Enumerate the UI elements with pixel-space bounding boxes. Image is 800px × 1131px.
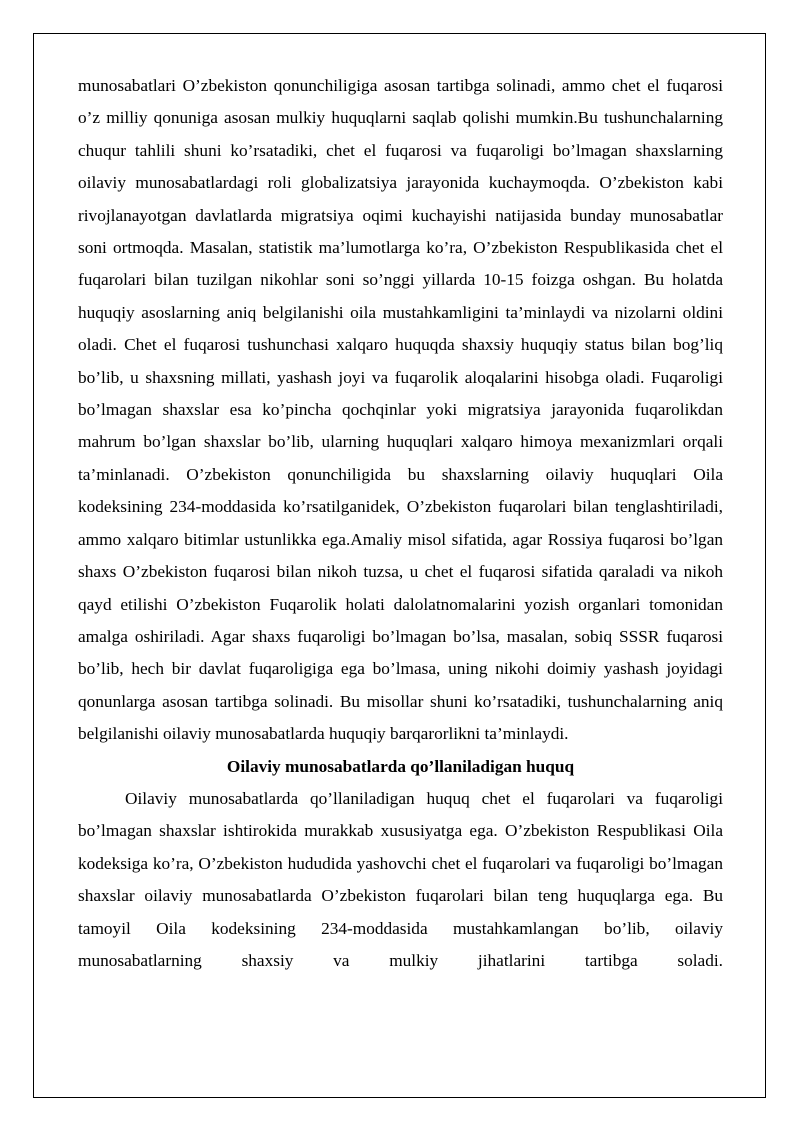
body-paragraph: munosabatlari O’zbekiston qonunchiligiga asosan tartibga solinadi, ammo chet el fuqarosi o’z milliy qonuniga asosan mulkiy huquqlarni saqlab qolishi mumkin.Bu tushunchalarning chuqur tahlili shuni ko’rsatadiki, chet el fuqarosi va fuqaroligi bo’lmagan shaxslarning oilaviy munosabatlardagi roli globalizatsiya jarayonida kuchaymoqda. O’zbekiston kabi rivojlanayotgan davlatlarda migratsiya oqimi kuchayishi natijasida bunday munosabatlar soni ortmoqda. Masalan, statistik ma’lumotlarga ko’ra, O’zbekiston Respublikasida chet el fuqarolari bilan tuzilgan nikohlar soni so’nggi yillarda 10-15 foizga oshgan. Bu holatda huquqiy asoslarning aniq belgilanishi oila mustahkamligini ta’minlaydi va nizolarni oldini oladi. Chet el fuqarosi tushunchasi xalqaro huquqda shaxsiy huquqiy status bilan bog’liq bo’lib, u shaxsning millati, yashash joyi va fuqarolik aloqalarini hisobga oladi. Fuqaroligi bo’lmagan shaxslar esa ko’pincha qochqinlar yoki migratsiya jarayonida fuqarolikdan mahrum bo’lgan shaxslar bo’lib, ularning huquqlari xalqaro himoya mexanizmlari orqali ta’minlanadi. O’zbekiston qonunchiligida bu shaxslarning oilaviy huquqlari Oila kodeksining 234-moddasida ko’rsatilganidek, O’zbekiston fuqarolari bilan tenglashtiriladi, ammo xalqaro bitimlar ustunlikka ega.Amaliy misol sifatida, agar Rossiya fuqarosi bo’lgan shaxs O’zbekiston fuqarosi bilan nikoh tuzsa, u chet el fuqarosi sifatida qaraladi va nikoh qayd etilishi O’zbekiston Fuqarolik holati dalolatnomalarini yozish organlari tomonidan amalga oshiriladi. Agar shaxs fuqaroligi bo’lmagan bo’lsa, masalan, sobiq SSSR fuqarosi bo’lib, hech bir davlat fuqaroligiga ega bo’lmasa, uning nikohi doimiy yashash joyidagi qonunlarga asosan tartibga solinadi. Bu misollar shuni ko’rsatadiki, tushunchalarning aniq belgilanishi oilaviy munosabatlarda huquqiy barqarorlikni ta’minlaydi. — [78, 76, 723, 744]
body-paragraph: Oilaviy munosabatlarda qo’llaniladigan huquq chet el fuqarolari va fuqaroligi bo’lmagan shaxslar ishtirokida murakkab xususiyatga ega. O’zbekiston Respublikasi Oila kodeksiga ko’ra, O’zbekiston hududida yashovchi chet el fuqarolari va fuqaroligi bo’lmagan shaxslar oilaviy munosabatlarda O’zbekiston fuqarolari bilan teng huquqlarga ega. Bu tamoyil Oila kodeksining 234-moddasida mustahkamlangan bo’lib, oilaviy munosabatlarning shaxsiy va mulkiy jihatlarini tartibga soladi. — [78, 788, 723, 970]
document-body — [78, 70, 723, 977]
section-heading: Oilaviy munosabatlarda qo’llaniladigan huquq — [226, 756, 575, 776]
